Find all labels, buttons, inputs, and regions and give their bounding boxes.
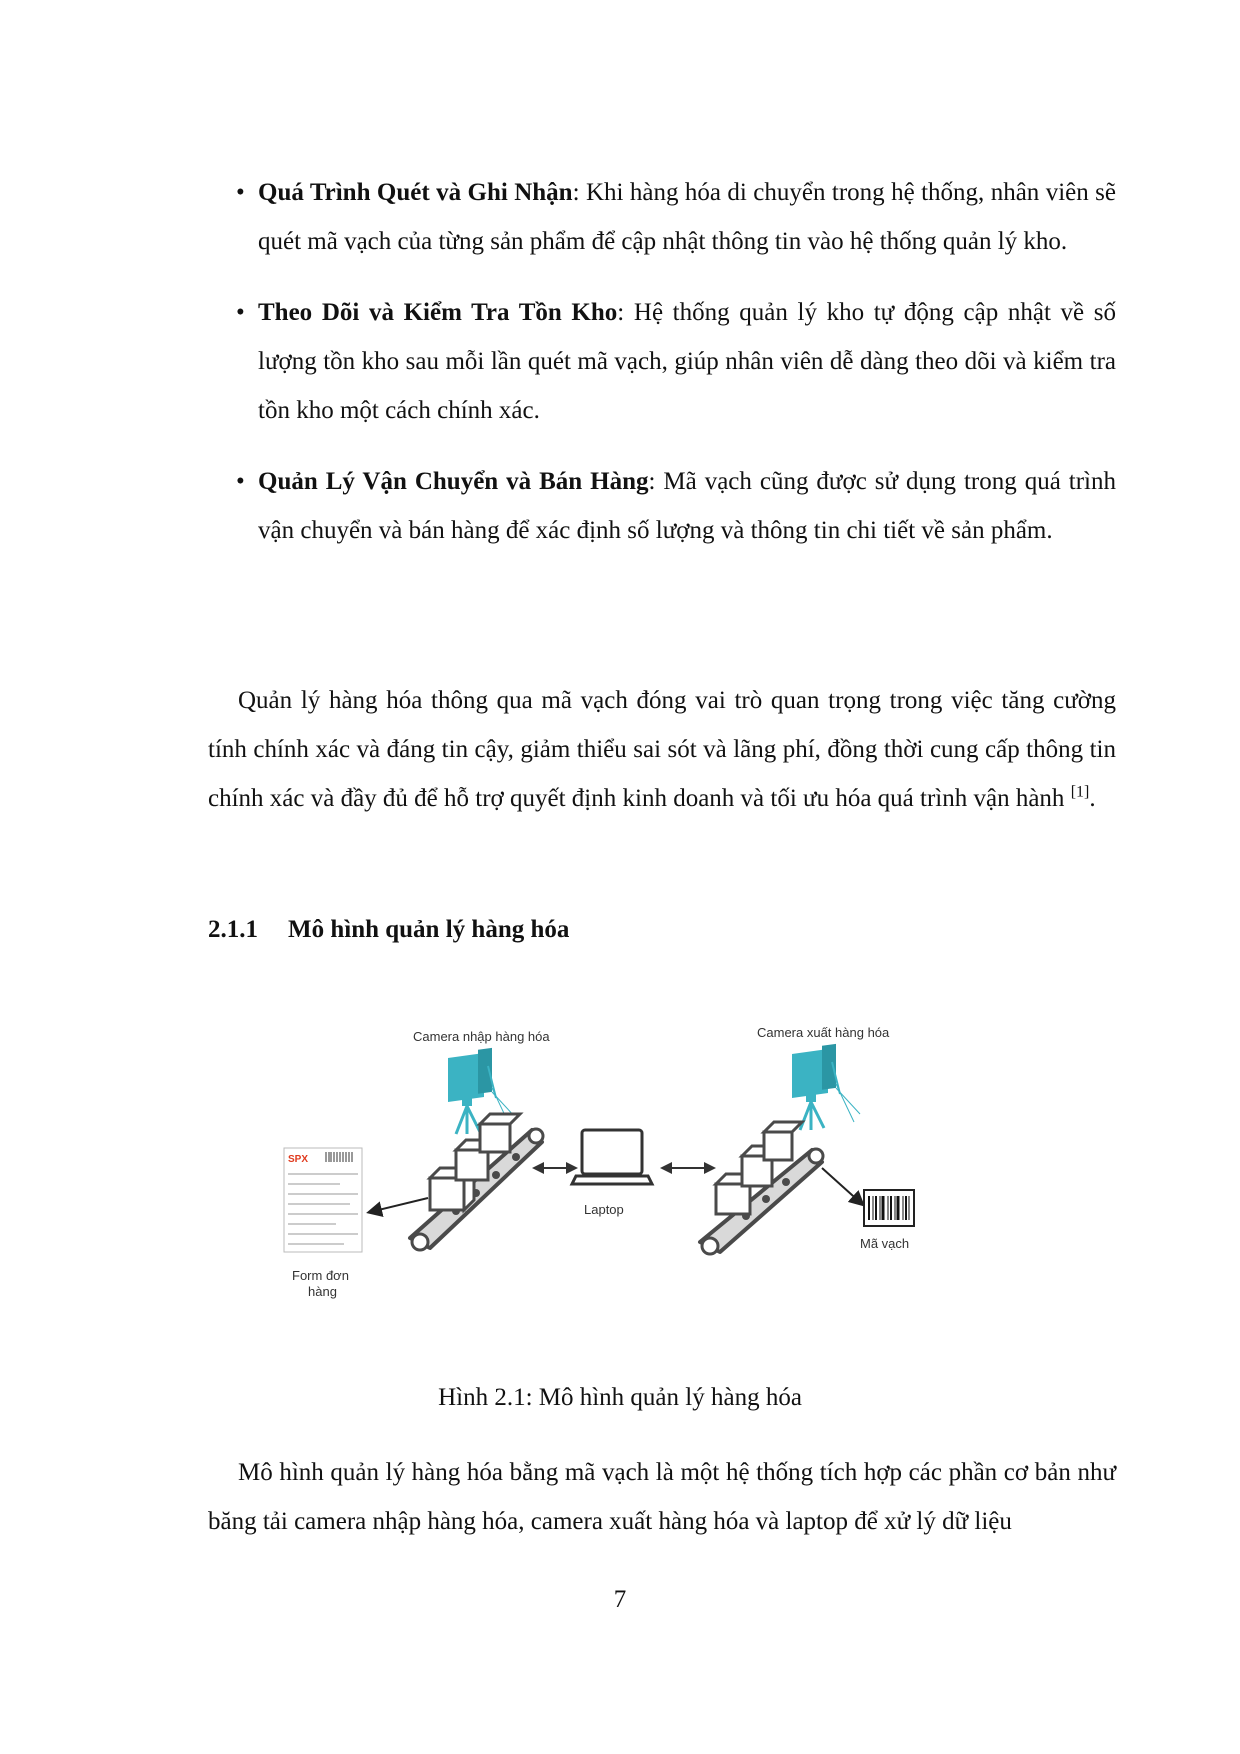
conveyor-out-icon bbox=[700, 1122, 823, 1254]
double-arrow-icon bbox=[660, 1162, 716, 1174]
section-heading bbox=[208, 910, 569, 950]
arrow-to-form bbox=[370, 1198, 428, 1212]
double-arrow-icon bbox=[532, 1162, 578, 1174]
form-label-line1: Form đơn bbox=[292, 1268, 349, 1283]
bullet-dot: • bbox=[236, 299, 245, 326]
bullet-dot: • bbox=[236, 179, 245, 206]
figure-caption: Hình 2.1: Mô hình quản lý hàng hóa bbox=[438, 1384, 802, 1411]
form-label-line2: hàng bbox=[308, 1284, 337, 1299]
page-number: 7 bbox=[613, 1586, 627, 1613]
bullet-term: Theo Dõi và Kiểm Tra Tồn Kho bbox=[258, 299, 618, 326]
camera-out-label: Camera xuất hàng hóa bbox=[757, 1025, 890, 1040]
camera-out-icon bbox=[792, 1044, 860, 1130]
conveyor-in-icon bbox=[410, 1114, 543, 1250]
citation[interactable]: [1] bbox=[1070, 783, 1090, 801]
arrow-to-barcode bbox=[822, 1168, 862, 1204]
paragraph-text: Quản lý hàng hóa thông qua mã vạch đóng vai trò quan trọng trong việc tăng cường tính chính xác và đáng tin cậy, giảm thiểu sai sót và lãng phí, đồng thời cung cấp thông tin chính xác và đầy đủ để hỗ trợ quyết định kinh doanh và tối ưu hóa quá trình vận hành bbox=[208, 687, 1116, 812]
bullet-dot: • bbox=[236, 468, 245, 495]
section-number: 2.1.1 bbox=[208, 916, 258, 943]
barcode-icon bbox=[864, 1190, 914, 1226]
bullet-list bbox=[236, 168, 1116, 577]
laptop-label: Laptop bbox=[584, 1202, 624, 1217]
bullet-text: : Hệ thống quản lý kho tự động cập nhật về số lượng tồn kho sau mỗi lần quét mã vạch, giúp nhân viên dễ dàng theo dõi và kiểm tra tồn kho một cách chính xác. bbox=[258, 299, 1117, 424]
bullet-item-inventory bbox=[236, 288, 1116, 435]
laptop-icon bbox=[572, 1130, 652, 1184]
barcode-label: Mã vạch bbox=[860, 1236, 910, 1251]
body-paragraph-1 bbox=[208, 676, 1116, 823]
bullet-text: : Mã vạch cũng được sử dụng trong quá trình vận chuyển và bán hàng để xác định số lượng và thông tin chi tiết về sản phẩm. bbox=[258, 468, 1116, 544]
bullet-term: Quá Trình Quét và Ghi Nhận bbox=[258, 179, 573, 206]
bullet-item-scan bbox=[236, 168, 1116, 266]
bullet-text: : Khi hàng hóa di chuyển trong hệ thống, nhân viên sẽ quét mã vạch của từng sản phẩm để cập nhật thông tin vào hệ thống quản lý kho. bbox=[258, 179, 1116, 255]
camera-in-label: Camera nhập hàng hóa bbox=[413, 1029, 550, 1044]
section-title: Mô hình quản lý hàng hóa bbox=[288, 916, 570, 943]
diagram-svg bbox=[288, 1018, 1020, 1348]
body-paragraph-2: Mô hình quản lý hàng hóa bằng mã vạch là một hệ thống tích hợp các phần cơ bản như băng tải camera nhập hàng hóa, camera xuất hàng hóa và laptop để xử lý dữ liệu bbox=[208, 1459, 1116, 1535]
bullet-item-shipping bbox=[236, 457, 1116, 555]
figure-goods-model bbox=[288, 1018, 1020, 1348]
spx-logo: SPX bbox=[288, 1154, 309, 1165]
paragraph-end: . bbox=[1089, 785, 1096, 812]
order-form-icon bbox=[284, 1148, 362, 1252]
bullet-term: Quản Lý Vận Chuyển và Bán Hàng bbox=[258, 468, 649, 495]
